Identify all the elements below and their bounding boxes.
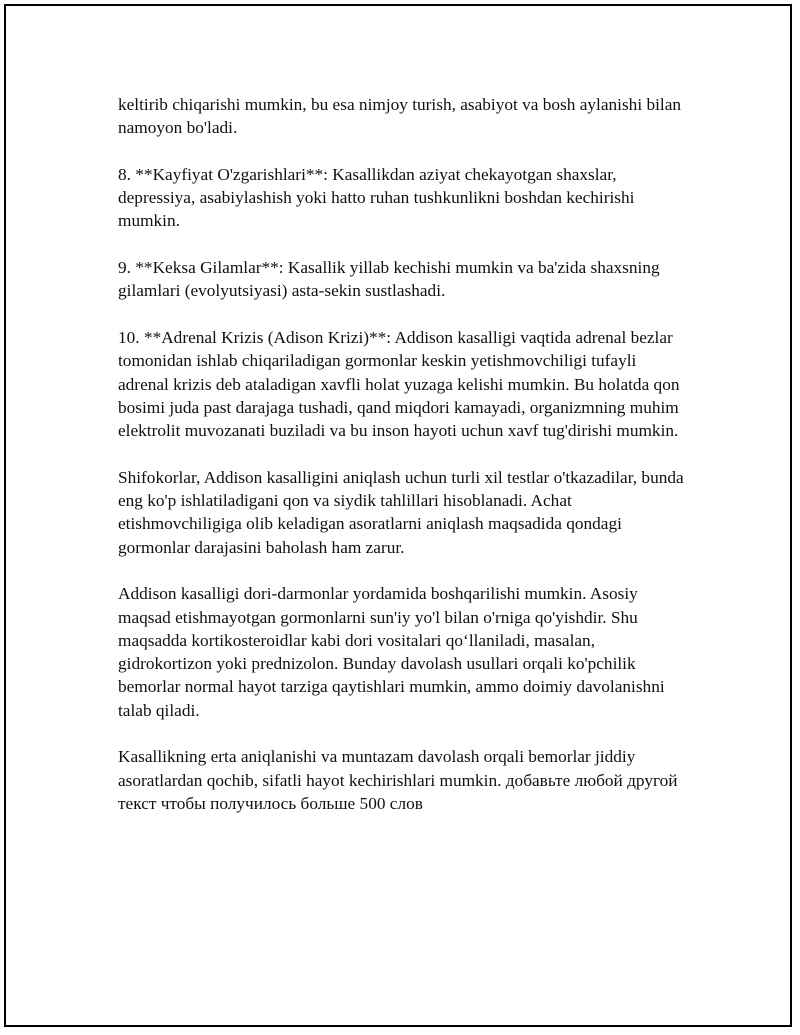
- paragraph-conclusion: Kasallikning erta aniqlanishi va muntazam davolash orqali bemorlar jiddiy asoratlardan qochib, sifatli hayot kechirishlari mumkin. добавьте любой другой текст чтобы получилось больше 500 слов: [118, 747, 678, 813]
- paragraph-diagnosis: Shifokorlar, Addison kasalligini aniqlash uchun turli xil testlar o'tkazadilar, bunda eng ko'p ishlatiladigani qon va siydik tahlillari hisoblanadi. Achat etishmovchiligiga olib keladigan asoratlarni aniqlash maqsadida qondagi gormonlar darajasini baholash ham zarur.: [118, 467, 684, 557]
- paragraph-treatment: Addison kasalligi dori-darmonlar yordamida boshqarilishi mumkin. Asosiy maqsad etishmayotgan gormonlarni sun'iy yo'l bilan o'rniga qo'yishdir. Shu maqsadda kortikosteroidlar kabi dori vositalari qo‘llaniladi, masalan, gidrokortizon yoki prednizolon. Bunday davolash usullari orqali ko'pchilik bemorlar normal hayot tarziga qaytishlari mumkin, ammo doimiy davolanishni talab qiladi.: [118, 584, 665, 720]
- paragraph-continuation: keltirib chiqarishi mumkin, bu esa nimjoy turish, asabiyot va bosh aylanishi bilan namoyon bo'ladi.: [118, 95, 681, 138]
- document-body: [118, 93, 688, 839]
- paragraph-adrenal-crisis: 10. **Adrenal Krizis (Adison Krizi)**: Addison kasalligi vaqtida adrenal bezlar tomonidan ishlab chiqariladigan gormonlar keskin yetishmovchiligi tufayli adrenal krizis deb ataladigan xavfli holat yuzaga kelishi mumkin. Bu holatda qon bosimi juda past darajaga tushadi, qand miqdori kamayadi, organizmning muhim elektrolit muvozanati buziladi va bu inson hayoti uchun xavf tug'dirishi mumkin.: [118, 327, 680, 441]
- paragraph-mood-changes: 8. **Kayfiyat O'zgarishlari**: Kasallikdan aziyat chekayotgan shaxslar, depressiya, asabiylashish yoki hatto ruhan tushkunlikni boshdan kechirishi mumkin.: [118, 164, 635, 231]
- paragraph-elderly: 9. **Keksa Gilamlar**: Kasallik yillab kechishi mumkin va ba'zida shaxsning gilamlari (evolyutsiyasi) asta-sekin sustlashadi.: [118, 258, 660, 301]
